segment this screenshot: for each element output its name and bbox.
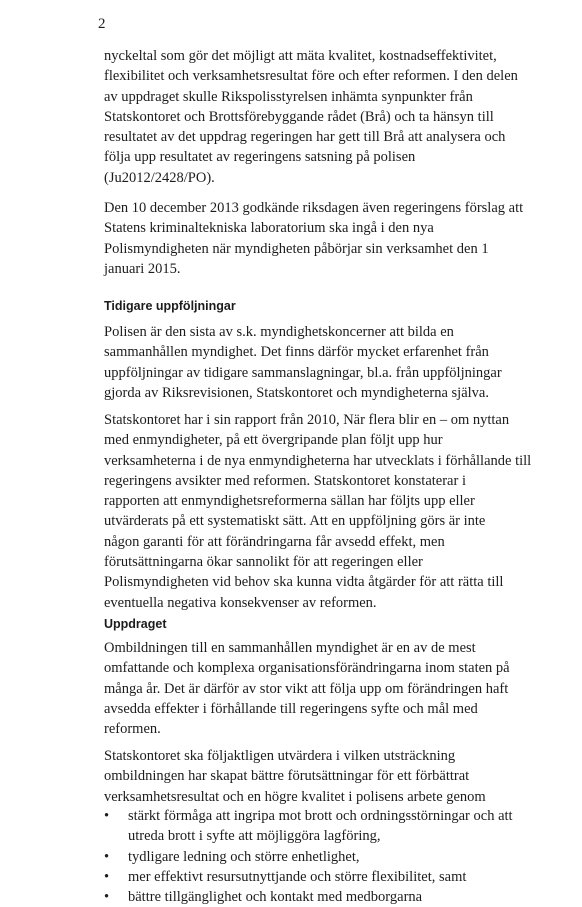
text-line: många år. Det är därför av stor vikt att följa upp om förändringen haft <box>104 680 509 697</box>
text-line: sammanhållen myndighet. Det finns därför mycket erfarenhet från <box>104 344 489 361</box>
text-line: januari 2015. <box>104 260 181 277</box>
text-line: avsedda effekter i förhållande till regeringens syfte och mål med <box>104 700 478 717</box>
evaluation-goals-list <box>104 806 564 907</box>
text-line: uppföljningar av tidigare sammanslagningar, bl.a. från uppföljningar <box>104 364 502 381</box>
paragraph-reform-indicators <box>104 46 564 188</box>
text-line: utvärderats på ett systematiskt sätt. Att en uppföljning görs är inte <box>104 513 486 530</box>
text-line: mer effektivt resursutnyttjande och större flexibilitet, samt <box>128 868 467 885</box>
text-line: Ombildningen till en sammanhållen myndighet är en av de mest <box>104 640 476 656</box>
text-line: regeringens avsikter med reformen. Statskontoret konstaterar i <box>104 472 466 489</box>
text-line: med enmyndigheter, på ett övergripande plan följt upp hur <box>104 432 443 449</box>
text-line: omfattande och komplexa organisationsförändringarna inom staten på <box>104 660 510 677</box>
list-item <box>104 806 564 847</box>
list-item <box>104 887 564 907</box>
text-line: (Ju2012/2428/PO). <box>104 169 215 186</box>
heading-previous-followups: Tidigare uppföljningar <box>104 299 236 313</box>
text-line: bättre tillgänglighet och kontakt med medborgarna <box>128 889 423 906</box>
list-item <box>104 847 564 867</box>
text-line: reformen. <box>104 721 161 738</box>
text-line: Statens kriminaltekniska laboratorium ska ingå i den nya <box>104 220 434 237</box>
text-line: rapporten att enmyndighetsreformerna sällan har följts upp eller <box>104 493 475 510</box>
paragraph-reorganisation <box>104 638 564 739</box>
text-line: verksamhetsresultat och en högre kvalitet i polisens arbete genom <box>104 788 486 805</box>
paragraph-statskontoret-report <box>104 410 564 613</box>
text-line: resultatet av det uppdrag regeringen har gett till Brå att analysera och <box>104 129 506 146</box>
heading-assignment: Uppdraget <box>104 617 167 631</box>
text-line: Statskontoret och Brottsförebyggande rådet (Brå) och ta hänsyn till <box>104 108 494 125</box>
text-line: av uppdraget skulle Rikspolisstyrelsen inhämta synpunkter från <box>104 88 473 105</box>
text-line: Den 10 december 2013 godkände riksdagen även regeringens förslag att <box>104 200 524 216</box>
text-line: tydligare ledning och större enhetlighet, <box>128 848 360 865</box>
bullet-icon: • <box>104 808 110 824</box>
paragraph-evaluation-scope <box>104 746 564 807</box>
text-line: gjorda av Riksrevisionen, Statskontoret och myndigheterna själva. <box>104 384 489 401</box>
text-line: förutsättningarna ökar sannolikt för att regeringen eller <box>104 554 423 571</box>
text-line: följa upp resultatet av regeringens satsning på polisen <box>104 149 416 166</box>
text-line: stärkt förmåga att ingripa mot brott och ordningsstörningar och att <box>128 808 513 824</box>
text-line: flexibilitet och verksamhetsresultat före och efter reformen. I den delen <box>104 68 518 85</box>
text-line: Statskontoret har i sin rapport från 2010, När flera blir en – om nyttan <box>104 412 510 428</box>
page-number: 2 <box>98 16 106 32</box>
text-line: Statskontoret ska följaktligen utvärdera i vilken utsträckning <box>104 748 456 764</box>
text-line: Polismyndigheten vid behov ska kunna vidta åtgärder för att rätta till <box>104 574 504 591</box>
text-line: ombildningen har skapat bättre förutsättningar för ett förbättrat <box>104 768 470 785</box>
text-line: Polisen är den sista av s.k. myndighetskoncerner att bilda en <box>104 324 454 340</box>
text-line: Polismyndigheten när myndigheten påbörjar sin verksamhet den 1 <box>104 240 489 257</box>
text-line: någon garanti för att förändringarna får avsedd effekt, men <box>104 533 445 550</box>
text-line: nyckeltal som gör det möjligt att mäta kvalitet, kostnadseffektivitet, <box>104 48 497 64</box>
text-line: verksamheterna i de nya enmyndigheterna har utvecklats i förhållande till <box>104 452 532 469</box>
text-line: utreda brott i syfte att möjliggöra lagföring, <box>128 828 381 845</box>
text-line: eventuella negativa konsekvenser av reformen. <box>104 594 377 611</box>
list-item <box>104 867 564 887</box>
bullet-icon: • <box>104 848 110 865</box>
paragraph-police-merger <box>104 322 564 403</box>
bullet-icon: • <box>104 868 110 885</box>
paragraph-riksdag-decision <box>104 198 564 279</box>
bullet-icon: • <box>104 889 110 906</box>
